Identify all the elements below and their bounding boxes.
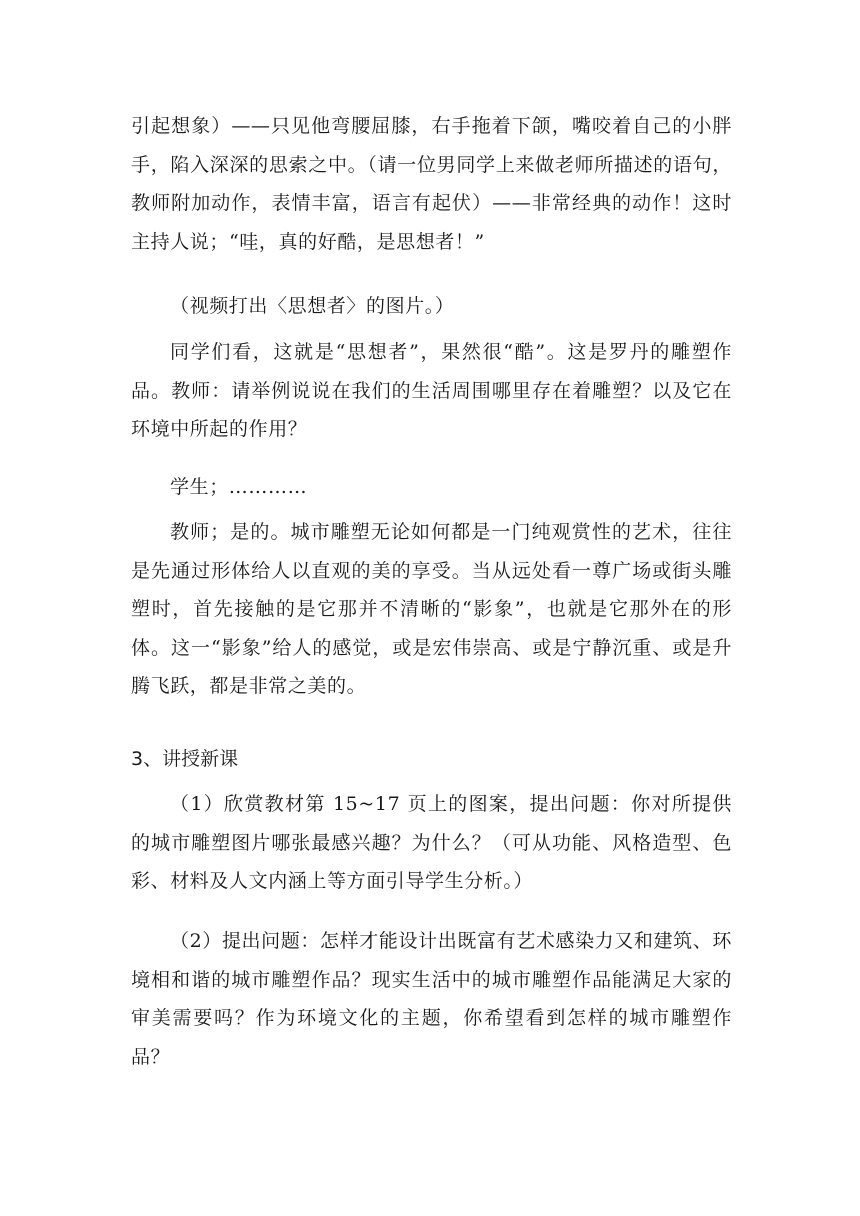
paragraph-teacher-explanation: 教师；是的。城市雕塑无论如何都是一门纯观赏性的艺术，往往是先通过形体给人以直观的美的享受。当从远处看一尊广场或街头雕塑时，首先接触的是它那并不清晰的“影象”，也就是它那外在的形体。这一“影象”给人的感觉，或是宏伟崇高、或是宁静沉重、或是升腾飞跃，都是非常之美的。 [131,521,732,697]
section-heading-new-lesson: 3、讲授新课 [131,748,239,770]
paragraph-video-note: （视频打出〈思想者〉的图片。） [170,295,455,317]
paragraph-thinker-description: 引起想象）——只见他弯腰屈膝，右手拖着下颌，嘴咬着自己的小胖手，陷入深深的思索之中。（请一位男同学上来做老师所描述的语句，教师附加动作，表情丰富，语言有起伏）——非常经典的动作！这时主持人说；“哇，真的好酷，是思想者！” [131,115,732,253]
paragraph-student-reply: 学生；………… [170,476,308,498]
paragraph-rodin-question: 同学们看，这就是“思想者”，果然很“酷”。这是罗丹的雕塑作品。教师：请举例说说在我们的生活周围哪里存在着雕塑？以及它在环境中所起的作用？ [131,341,732,440]
paragraph-appreciate-textbook: （1）欣赏教材第 15~17 页上的图案，提出问题：你对所提供的城市雕塑图片哪张最感兴趣？为什么？（可从功能、风格造型、色彩、材料及人文内涵上等方面引导学生分析。） [131,793,732,892]
paragraph-design-question: （2）提出问题：怎样才能设计出既富有艺术感染力又和建筑、环境相和谐的城市雕塑作品？现实生活中的城市雕塑作品能满足大家的审美需要吗？作为环境文化的主题，你希望看到怎样的城市雕塑作品？ [131,930,732,1068]
